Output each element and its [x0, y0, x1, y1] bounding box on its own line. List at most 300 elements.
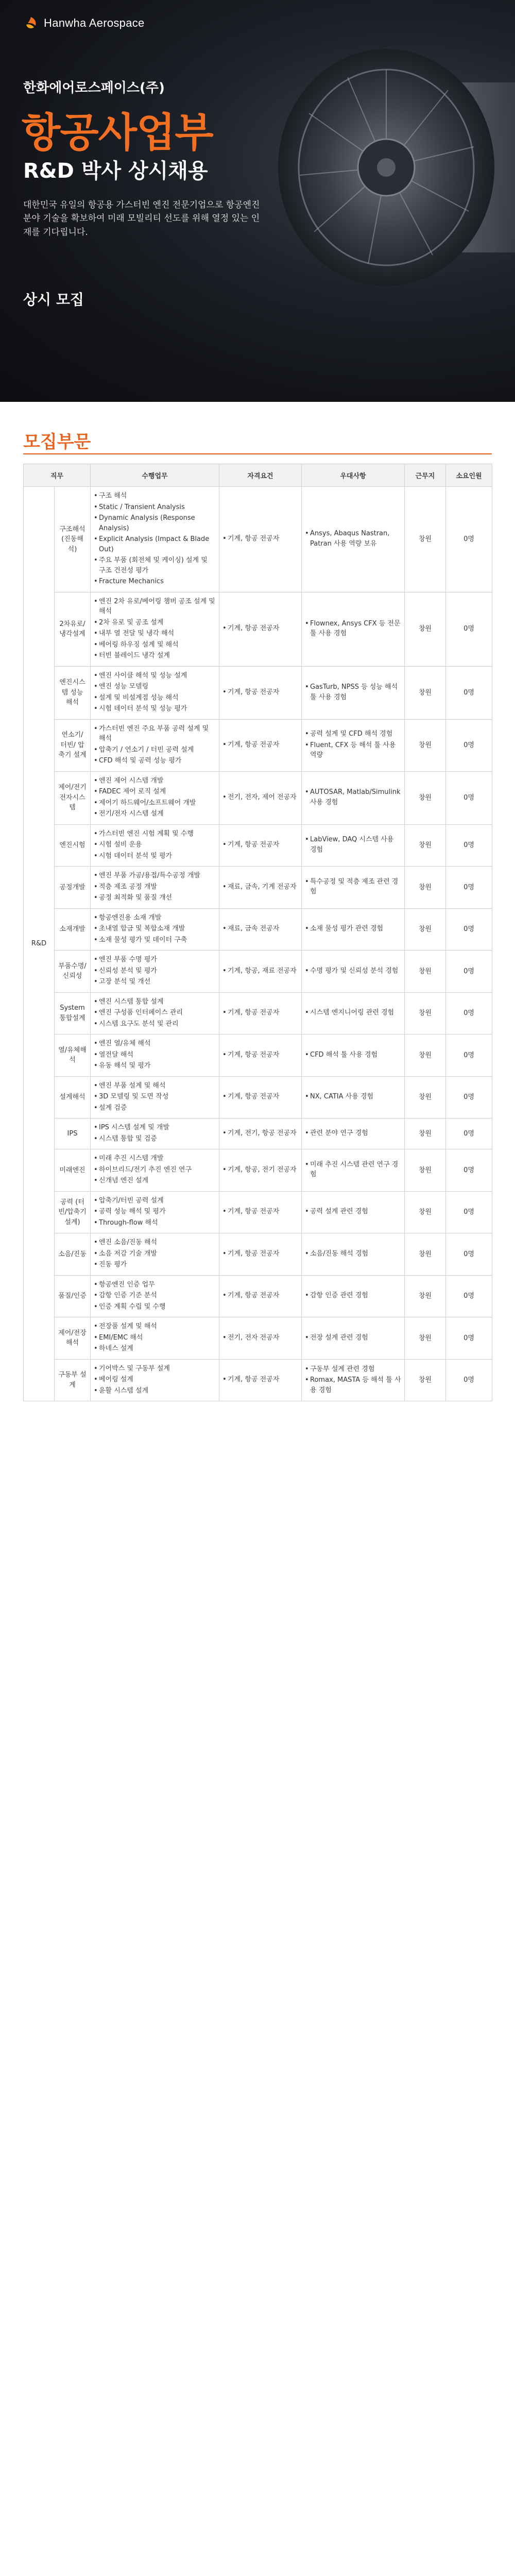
table-row [24, 908, 492, 951]
list-item: • EMI/EMC 해석 [94, 1333, 216, 1343]
location-cell: 창원 [405, 951, 446, 993]
preferred-cell-list [305, 1050, 401, 1060]
duties-cell-list [94, 1280, 216, 1312]
engine-illustration [258, 21, 515, 330]
list-item: • 가스터빈 엔진 시험 계획 및 수행 [94, 829, 216, 839]
table-row [24, 487, 492, 592]
location-cell: 창원 [405, 1076, 446, 1118]
requirements-cell-list [222, 792, 298, 803]
list-item: • 소음/진동 해석 경험 [305, 1249, 401, 1259]
list-item: • 엔진 시스템 통합 설계 [94, 997, 216, 1007]
headcount-cell: 0명 [446, 1317, 492, 1360]
list-item: • 2차 유로 및 공조 설계 [94, 618, 216, 628]
list-item: • 내부 열 전달 및 냉각 해석 [94, 629, 216, 639]
duties-cell [91, 824, 219, 867]
list-item: • 전장품 설계 및 해석 [94, 1321, 216, 1332]
duties-cell-list [94, 1081, 216, 1113]
list-item: • 시스템 엔지니어링 관련 경험 [305, 1008, 401, 1018]
headcount-cell: 0명 [446, 666, 492, 719]
th-requirements: 자격요건 [219, 464, 302, 487]
list-item: • 기계, 항공 전공자 [222, 1008, 298, 1018]
headcount-cell: 0명 [446, 1076, 492, 1118]
duties-cell-list [94, 955, 216, 987]
duties-cell-list [94, 1238, 216, 1270]
list-item: • 기계, 항공, 전기 전공자 [222, 1165, 298, 1175]
preferred-cell [302, 951, 405, 993]
preferred-cell [302, 867, 405, 909]
list-item: • 적층 제조 공정 개발 [94, 882, 216, 892]
list-item: • 인증 계획 수립 및 수행 [94, 1302, 216, 1312]
requirements-cell [219, 992, 302, 1035]
requirements-cell [219, 592, 302, 666]
table-row [24, 1118, 492, 1149]
list-item: • CFD 해석 툴 사용 경험 [305, 1050, 401, 1060]
job-sub-cell: IPS [55, 1118, 91, 1149]
table-row [24, 1191, 492, 1233]
job-sub-cell: 연소기/ 터빈/ 압축기 설계 [55, 719, 91, 771]
list-item: • NX, CATIA 사용 경험 [305, 1092, 401, 1102]
list-item: • 전기, 전자 전공자 [222, 1333, 298, 1343]
preferred-cell-list [305, 1291, 401, 1301]
headcount-cell: 0명 [446, 1118, 492, 1149]
table-row [24, 1275, 492, 1317]
requirements-cell-list [222, 1165, 298, 1175]
requirements-cell-list [222, 924, 298, 934]
table-row [24, 1359, 492, 1401]
requirements-cell [219, 908, 302, 951]
location-cell: 창원 [405, 1118, 446, 1149]
table-row [24, 771, 492, 824]
list-item: • Fracture Mechanics [94, 577, 216, 587]
duties-cell-list [94, 671, 216, 714]
preferred-cell-list [305, 1364, 401, 1396]
preferred-cell-list [305, 682, 401, 702]
job-sub-cell: 부품수명/신뢰성 [55, 951, 91, 993]
preferred-cell-list [305, 1160, 401, 1180]
list-item: • 항공엔진용 소재 개발 [94, 913, 216, 923]
headcount-cell: 0명 [446, 487, 492, 592]
duties-cell-list [94, 1123, 216, 1144]
duties-cell-list [94, 997, 216, 1029]
duties-cell [91, 1275, 219, 1317]
requirements-cell-list [222, 740, 298, 750]
preferred-cell [302, 824, 405, 867]
list-item: • 소재 물성 평가 및 데이터 구축 [94, 935, 216, 945]
list-item: • Flownex, Ansys CFX 등 전문 툴 사용 경험 [305, 619, 401, 639]
headcount-cell: 0명 [446, 1233, 492, 1276]
headcount-cell: 0명 [446, 1275, 492, 1317]
hero-brand [23, 15, 145, 31]
list-item: • 3D 모델링 및 도면 작성 [94, 1092, 216, 1102]
list-item: • Through-flow 해석 [94, 1218, 216, 1228]
table-row [24, 1149, 492, 1192]
duties-cell-list [94, 829, 216, 861]
requirements-cell [219, 1118, 302, 1149]
preferred-cell [302, 1275, 405, 1317]
preferred-cell [302, 1317, 405, 1360]
recruit-type-badge: 상시 모집 [23, 291, 84, 308]
headcount-cell: 0명 [446, 867, 492, 909]
list-item: • Dynamic Analysis (Response Analysis) [94, 513, 216, 533]
list-item: • 엔진 부품 설계 및 해석 [94, 1081, 216, 1091]
duties-cell [91, 666, 219, 719]
list-item: • 재료, 금속 전공자 [222, 924, 298, 934]
location-cell: 창원 [405, 908, 446, 951]
list-item: • 시험 데이터 분석 및 평가 [94, 851, 216, 861]
recruit-table-body [24, 487, 492, 1401]
list-item: • 구조 해석 [94, 491, 216, 501]
list-item: • 특수공정 및 적층 제조 관련 경험 [305, 877, 401, 897]
duties-cell-list [94, 724, 216, 766]
job-sub-cell: System 통합설계 [55, 992, 91, 1035]
list-item: • 압축기 / 연소기 / 터빈 공력 설계 [94, 745, 216, 755]
list-item: • 공력 성능 해석 및 평가 [94, 1207, 216, 1217]
table-row [24, 1317, 492, 1360]
requirements-cell-list [222, 1128, 298, 1139]
list-item: • FADEC 제어 로직 설계 [94, 787, 216, 797]
list-item: • 소음 저감 기술 개발 [94, 1249, 216, 1259]
job-sub-cell: 구동부 설계 [55, 1359, 91, 1401]
requirements-cell [219, 666, 302, 719]
table-row [24, 666, 492, 719]
page-subtitle: R&D 박사 상시채용 [23, 159, 208, 183]
preferred-cell [302, 908, 405, 951]
requirements-cell-list [222, 1092, 298, 1102]
job-sub-cell: 공정개발 [55, 867, 91, 909]
preferred-cell [302, 1191, 405, 1233]
list-item: • 하이브리드/전기 추진 엔진 연구 [94, 1165, 216, 1175]
duties-cell [91, 719, 219, 771]
th-duties: 수행업무 [91, 464, 219, 487]
requirements-cell [219, 719, 302, 771]
requirements-cell-list [222, 1050, 298, 1060]
intro-text: 대한민국 유일의 항공용 가스터빈 엔진 전문기업으로 항공엔진 분야 기술을 확보하여 미래 모빌리티 선도를 위해 열정 있는 인재를 기다립니다. [23, 200, 260, 238]
preferred-cell-list [305, 1008, 401, 1018]
list-item: • 엔진 부품 가공/용접/특수공정 개발 [94, 871, 216, 881]
job-sub-cell: 구조해석 (진동해석) [55, 487, 91, 592]
list-item: • 시험 설비 운용 [94, 840, 216, 850]
list-item: • 공력 설계 및 CFD 해석 경험 [305, 729, 401, 739]
requirements-cell-list [222, 1291, 298, 1301]
job-group-cell: R&D [24, 487, 55, 1401]
list-item: • 수명 평가 및 신뢰성 분석 경험 [305, 966, 401, 976]
headcount-cell: 0명 [446, 951, 492, 993]
requirements-cell [219, 951, 302, 993]
list-item: • 신개념 엔진 설계 [94, 1176, 216, 1186]
th-preferred: 우대사항 [302, 464, 405, 487]
list-item: • Explicit Analysis (Impact & Blade Out) [94, 534, 216, 554]
preferred-cell-list [305, 1207, 401, 1217]
list-item: • Static / Transient Analysis [94, 502, 216, 513]
list-item: • 하네스 설계 [94, 1344, 216, 1354]
preferred-cell-list [305, 529, 401, 549]
list-item: • 열전달 해석 [94, 1050, 216, 1060]
hanwha-logo-icon [23, 15, 39, 31]
list-item: • 설계 및 비설계점 성능 해석 [94, 693, 216, 703]
list-item: • 엔진 열/유체 해석 [94, 1039, 216, 1049]
list-item: • 공력 설계 관련 경험 [305, 1207, 401, 1217]
preferred-cell-list [305, 1249, 401, 1259]
preferred-cell [302, 1076, 405, 1118]
job-sub-cell: 열/유체해석 [55, 1035, 91, 1077]
headcount-cell: 0명 [446, 908, 492, 951]
preferred-cell-list [305, 1128, 401, 1139]
list-item: • 기계, 전기, 항공 전공자 [222, 1128, 298, 1139]
list-item: • 기계, 항공 전공자 [222, 534, 298, 544]
preferred-cell-list [305, 729, 401, 760]
preferred-cell [302, 1233, 405, 1276]
list-item: • 가스터빈 엔진 주요 부품 공력 설계 및 해석 [94, 724, 216, 744]
duties-cell-list [94, 913, 216, 945]
duties-cell-list [94, 1321, 216, 1354]
list-item: • 기계, 항공, 재료 전공자 [222, 966, 298, 976]
table-row [24, 867, 492, 909]
requirements-cell [219, 1275, 302, 1317]
table-row [24, 1076, 492, 1118]
location-cell: 창원 [405, 1317, 446, 1360]
list-item: • 엔진 사이클 해석 및 성능 설계 [94, 671, 216, 681]
company-name: 한화에어로스페이스(주) [23, 80, 165, 96]
hero-banner [0, 0, 515, 402]
list-item: • 기계, 항공 전공자 [222, 1207, 298, 1217]
job-sub-cell: 공력 (터빈/압축기 설계) [55, 1191, 91, 1233]
requirements-cell-list [222, 966, 298, 976]
preferred-cell-list [305, 1333, 401, 1343]
table-row [24, 719, 492, 771]
preferred-cell [302, 1035, 405, 1077]
list-item: • Fluent, CFX 등 해석 툴 사용 역량 [305, 740, 401, 760]
duties-cell-list [94, 491, 216, 587]
requirements-cell-list [222, 1375, 298, 1385]
list-item: • 기계, 항공 전공자 [222, 1249, 298, 1259]
duties-cell [91, 1191, 219, 1233]
list-item: • 엔진 성능 모델링 [94, 682, 216, 692]
list-item: • 윤활 시스템 설계 [94, 1386, 216, 1396]
list-item: • 엔진 부품 수명 평가 [94, 955, 216, 965]
preferred-cell [302, 1149, 405, 1192]
th-headcount: 소요인원 [446, 464, 492, 487]
list-item: • 초내열 합금 및 복합소재 개발 [94, 924, 216, 934]
preferred-cell-list [305, 835, 401, 855]
preferred-cell-list [305, 924, 401, 934]
headcount-cell: 0명 [446, 771, 492, 824]
location-cell: 창원 [405, 1035, 446, 1077]
list-item: • 시스템 요구도 분석 및 관리 [94, 1019, 216, 1029]
headcount-cell: 0명 [446, 1149, 492, 1192]
headcount-cell: 0명 [446, 824, 492, 867]
duties-cell [91, 908, 219, 951]
list-item: • 시험 데이터 분석 및 성능 평가 [94, 704, 216, 714]
duties-cell-list [94, 1039, 216, 1071]
requirements-cell [219, 1233, 302, 1276]
list-item: • 신뢰성 분석 및 평가 [94, 966, 216, 976]
job-sub-cell: 설계해석 [55, 1076, 91, 1118]
duties-cell [91, 1233, 219, 1276]
list-item: • 주요 부품 (회전체 및 케이싱) 설계 및 구조 건전성 평가 [94, 555, 216, 575]
recruit-table-wrap [23, 464, 492, 1401]
requirements-cell-list [222, 687, 298, 698]
table-row [24, 592, 492, 666]
requirements-cell-list [222, 1249, 298, 1259]
job-sub-cell: 2차유로/냉각설계 [55, 592, 91, 666]
preferred-cell [302, 771, 405, 824]
list-item: • 기계, 항공 전공자 [222, 687, 298, 698]
duties-cell [91, 992, 219, 1035]
requirements-cell [219, 1191, 302, 1233]
preferred-cell [302, 992, 405, 1035]
table-header-row [24, 464, 492, 487]
headcount-cell: 0명 [446, 592, 492, 666]
list-item: • 기계, 항공 전공자 [222, 740, 298, 750]
job-sub-cell: 제어/전장 해석 [55, 1317, 91, 1360]
requirements-cell-list [222, 1008, 298, 1018]
headcount-cell: 0명 [446, 719, 492, 771]
duties-cell-list [94, 1364, 216, 1396]
list-item: • 시스템 통합 및 검증 [94, 1134, 216, 1144]
th-job: 직무 [24, 464, 91, 487]
requirements-cell [219, 1359, 302, 1401]
duties-cell [91, 1076, 219, 1118]
list-item: • 터빈 블레이드 냉각 설계 [94, 651, 216, 661]
list-item: • 설계 검증 [94, 1103, 216, 1113]
recruit-table [23, 464, 492, 1401]
list-item: • 전기, 전자, 제어 전공자 [222, 792, 298, 803]
recruit-section-title: 모집부문 [23, 432, 91, 452]
duties-cell-list [94, 1196, 216, 1228]
duties-cell-list [94, 597, 216, 661]
duties-cell [91, 1359, 219, 1401]
duties-cell-list [94, 871, 216, 903]
list-item: • 기계, 항공 전공자 [222, 623, 298, 634]
job-sub-cell: 제어/전기 전자시스템 [55, 771, 91, 824]
duties-cell [91, 867, 219, 909]
headcount-cell: 0명 [446, 1359, 492, 1401]
requirements-cell [219, 867, 302, 909]
requirements-cell-list [222, 882, 298, 892]
page-title: 항공사업부 [22, 110, 213, 156]
list-item: • 기계, 항공 전공자 [222, 1291, 298, 1301]
preferred-cell [302, 487, 405, 592]
list-item: • 기어박스 및 구동부 설계 [94, 1364, 216, 1374]
list-item: • 기계, 항공 전공자 [222, 1092, 298, 1102]
list-item: • AUTOSAR, Matlab/Simulink 사용 경험 [305, 787, 401, 807]
location-cell: 창원 [405, 1275, 446, 1317]
th-location: 근무지 [405, 464, 446, 487]
list-item: • 항공엔진 인증 업무 [94, 1280, 216, 1290]
list-item: • 재료, 금속, 기계 전공자 [222, 882, 298, 892]
location-cell: 창원 [405, 1359, 446, 1401]
list-item: • 전기/전자 시스템 설계 [94, 809, 216, 819]
preferred-cell-list [305, 619, 401, 639]
duties-cell [91, 1118, 219, 1149]
duties-cell-list [94, 776, 216, 819]
location-cell: 창원 [405, 771, 446, 824]
location-cell: 창원 [405, 666, 446, 719]
table-row [24, 824, 492, 867]
list-item: • 미래 추진 시스템 개발 [94, 1154, 216, 1164]
location-cell: 창원 [405, 824, 446, 867]
list-item: • 기계, 항공 전공자 [222, 1050, 298, 1060]
brand-name: Hanwha Aerospace [44, 16, 145, 29]
location-cell: 창원 [405, 992, 446, 1035]
requirements-cell-list [222, 1207, 298, 1217]
list-item: • 소재 물성 평가 관련 경험 [305, 924, 401, 934]
list-item: • 유동 해석 및 평가 [94, 1061, 216, 1071]
requirements-cell [219, 771, 302, 824]
job-sub-cell: 품질/인증 [55, 1275, 91, 1317]
location-cell: 창원 [405, 867, 446, 909]
duties-cell [91, 1317, 219, 1360]
duties-cell [91, 951, 219, 993]
location-cell: 창원 [405, 487, 446, 592]
headcount-cell: 0명 [446, 992, 492, 1035]
preferred-cell-list [305, 1092, 401, 1102]
preferred-cell [302, 666, 405, 719]
list-item: • 엔진 소음/진동 해석 [94, 1238, 216, 1248]
list-item: • 구동부 설계 관련 경험 [305, 1364, 401, 1375]
job-sub-cell: 엔진시스템 성능 해석 [55, 666, 91, 719]
list-item: • 감항 인증 기준 분석 [94, 1291, 216, 1301]
table-row [24, 1035, 492, 1077]
list-item: • Romax, MASTA 등 해석 툴 사용 경험 [305, 1375, 401, 1395]
duties-cell [91, 1035, 219, 1077]
preferred-cell [302, 1118, 405, 1149]
list-item: • 고장 분석 및 개선 [94, 977, 216, 987]
list-item: • 기계, 항공 전공자 [222, 1375, 298, 1385]
requirements-cell [219, 1317, 302, 1360]
requirements-cell [219, 824, 302, 867]
duties-cell-list [94, 1154, 216, 1186]
preferred-cell-list [305, 966, 401, 976]
list-item: • GasTurb, NPSS 등 성능 해석 툴 사용 경험 [305, 682, 401, 702]
preferred-cell-list [305, 877, 401, 897]
requirements-cell-list [222, 623, 298, 634]
duties-cell [91, 771, 219, 824]
job-sub-cell: 소재개발 [55, 908, 91, 951]
preferred-cell-list [305, 787, 401, 807]
headcount-cell: 0명 [446, 1035, 492, 1077]
duties-cell [91, 487, 219, 592]
list-item: • 베어링 하우징 설계 및 해석 [94, 640, 216, 650]
location-cell: 창원 [405, 1149, 446, 1192]
table-row [24, 951, 492, 993]
list-item: • 진동 평가 [94, 1260, 216, 1270]
list-item: • 공정 최적화 및 품질 개선 [94, 893, 216, 903]
list-item: • 엔진 2차 유로/베어링 챔버 공조 설계 및 해석 [94, 597, 216, 617]
list-item: • 베어링 설계 [94, 1375, 216, 1385]
requirements-cell [219, 1035, 302, 1077]
list-item: • 제어기 하드웨어/소프트웨어 개발 [94, 798, 216, 808]
preferred-cell [302, 592, 405, 666]
requirements-cell [219, 487, 302, 592]
requirements-cell-list [222, 1333, 298, 1343]
requirements-cell-list [222, 534, 298, 544]
list-item: • 관련 분야 연구 경험 [305, 1128, 401, 1139]
recruit-section-divider [23, 453, 492, 454]
list-item: • 감항 인증 관련 경험 [305, 1291, 401, 1301]
location-cell: 창원 [405, 719, 446, 771]
duties-cell [91, 592, 219, 666]
list-item: • Ansys, Abaqus Nastran, Patran 사용 역량 보유 [305, 529, 401, 549]
location-cell: 창원 [405, 1191, 446, 1233]
list-item: • 엔진 구성품 인터페이스 관리 [94, 1008, 216, 1018]
job-sub-cell: 미래엔진 [55, 1149, 91, 1192]
list-item: • 전장 설계 관련 경험 [305, 1333, 401, 1343]
preferred-cell [302, 719, 405, 771]
list-item: • 엔진 제어 시스템 개발 [94, 776, 216, 786]
requirements-cell-list [222, 840, 298, 850]
list-item: • CFD 해석 및 공력 성능 평가 [94, 756, 216, 766]
